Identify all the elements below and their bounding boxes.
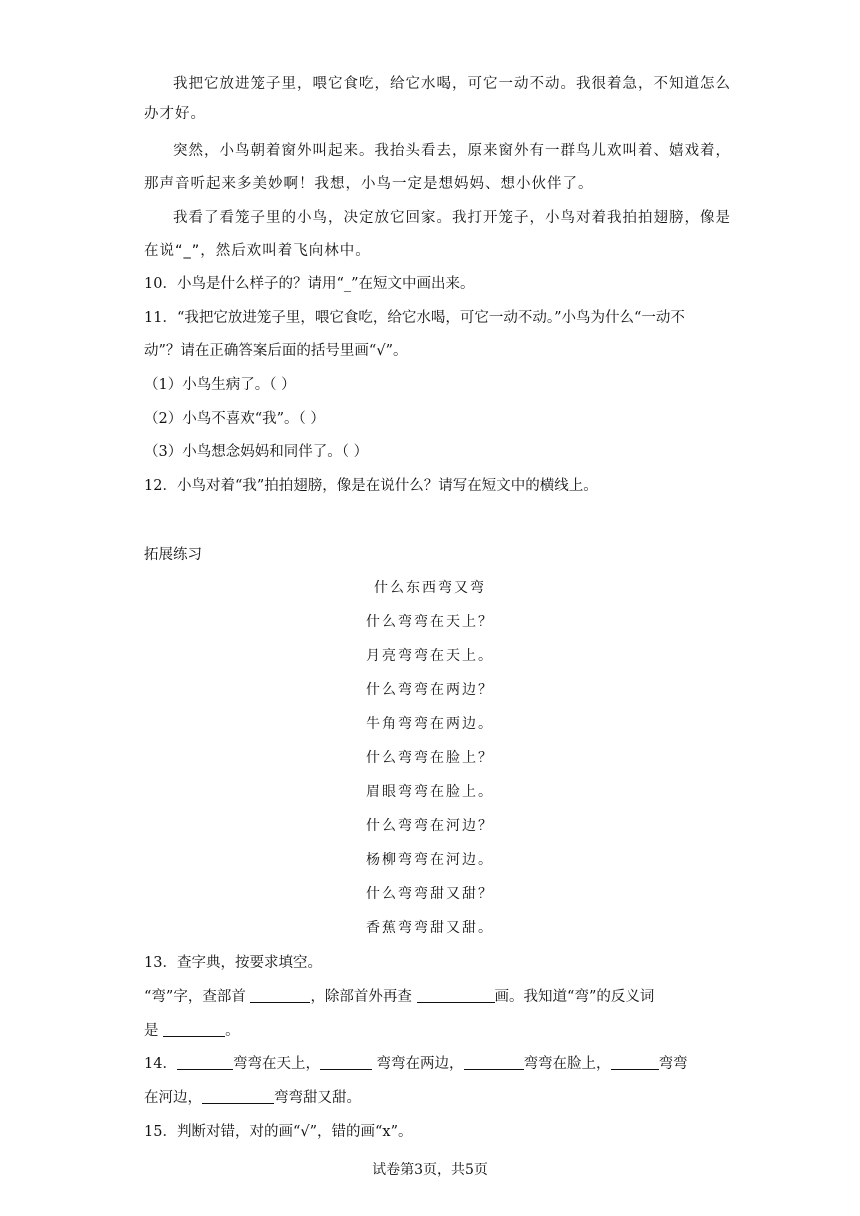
radical-blank[interactable] — [250, 987, 310, 1003]
question-14-line1 — [144, 1054, 688, 1074]
question-13-line1 — [144, 987, 654, 1007]
poem-line: 眉眼弯弯在脸上。 — [366, 784, 494, 800]
question-13-text: ，除部首外再查 — [310, 989, 417, 1005]
question-14-text: 14． — [144, 1056, 177, 1072]
poem-line: 什么弯弯在脸上？ — [366, 750, 494, 766]
passage-p3-line2: 在说“_”，然后欢叫着飞向林中。 — [144, 243, 371, 259]
fill-blank[interactable] — [464, 1054, 524, 1070]
passage-p3-line1: 我看了看笼子里的小鸟，决定放它回家。我打开笼子，小鸟对着我拍拍翅膀，像是 — [173, 210, 731, 226]
poem-title: 什么东西弯又弯 — [374, 580, 486, 596]
question-13-text: 。 — [225, 1023, 240, 1039]
passage-p1-line1: 我把它放进笼子里，喂它食吃，给它水喝，可它一动不动。我很着急，不知道怎么 — [173, 76, 731, 92]
question-11-line2: 动”？请在正确答案后面的括号里画“√”。 — [144, 343, 408, 359]
poem-line: 香蕉弯弯甜又甜。 — [366, 920, 494, 936]
poem-line: 牛角弯弯在两边。 — [366, 716, 494, 732]
poem-line: 什么弯弯甜又甜？ — [366, 886, 494, 902]
fill-blank[interactable] — [177, 1054, 233, 1070]
question-11-option-1: （1）小鸟生病了。（ ） — [144, 377, 296, 393]
question-14-text: 弯弯 — [658, 1056, 688, 1072]
passage-p2-line2: 那声音听起来多美妙啊！我想，小鸟一定是想妈妈、想小伙伴了。 — [144, 176, 594, 192]
question-14-text: 弯弯在天上， — [232, 1056, 320, 1072]
question-15: 15．判断对错，对的画“√”，错的画“x”。 — [144, 1124, 413, 1140]
passage-p1-line2: 办才好。 — [144, 106, 206, 122]
question-10: 10．小鸟是什么样子的？请用“_”在短文中画出来。 — [144, 276, 475, 292]
question-13-text: 画。我知道“弯”的反义词 — [494, 989, 655, 1005]
poem-line: 什么弯弯在天上？ — [366, 614, 494, 630]
question-12: 12．小鸟对着“我”拍拍翅膀，像是在说什么？请写在短文中的横线上。 — [144, 478, 598, 494]
section-heading: 拓展练习 — [144, 547, 202, 563]
question-11-option-2: （2）小鸟不喜欢“我”。（ ） — [144, 411, 325, 427]
fill-blank[interactable] — [320, 1054, 372, 1070]
fill-blank[interactable] — [202, 1088, 274, 1104]
antonym-blank[interactable] — [163, 1021, 225, 1037]
stroke-count-blank[interactable] — [417, 987, 495, 1003]
poem-line: 杨柳弯弯在河边。 — [366, 852, 494, 868]
page-footer: 试卷第3页，共5页 — [372, 1162, 488, 1178]
question-11-line1: 11．“我把它放进笼子里，喂它食吃，给它水喝，可它一动不动。”小鸟为什么“一动不 — [144, 310, 685, 326]
question-14-text: 弯弯甜又甜。 — [274, 1090, 361, 1106]
question-14-text: 弯弯在脸上， — [523, 1056, 611, 1072]
question-13-line2 — [144, 1021, 240, 1041]
poem-line: 什么弯弯在两边？ — [366, 682, 494, 698]
poem-line: 什么弯弯在河边？ — [366, 818, 494, 834]
question-14-text: 在河边， — [144, 1090, 202, 1106]
poem-line: 月亮弯弯在天上。 — [366, 648, 494, 664]
question-14-line2 — [144, 1088, 361, 1108]
passage-p2-line1: 突然，小鸟朝着窗外叫起来。我抬头看去，原来窗外有一群鸟儿欢叫着、嬉戏着， — [173, 143, 731, 159]
fill-blank[interactable] — [611, 1054, 659, 1070]
question-14-text: 弯弯在两边， — [371, 1056, 464, 1072]
question-13: 13．查字典，按要求填空。 — [144, 955, 322, 971]
question-11-option-3: （3）小鸟想念妈妈和同伴了。（ ） — [144, 444, 369, 460]
question-13-text: 是 — [144, 1023, 164, 1039]
question-13-text: “弯”字，查部首 — [144, 989, 251, 1005]
